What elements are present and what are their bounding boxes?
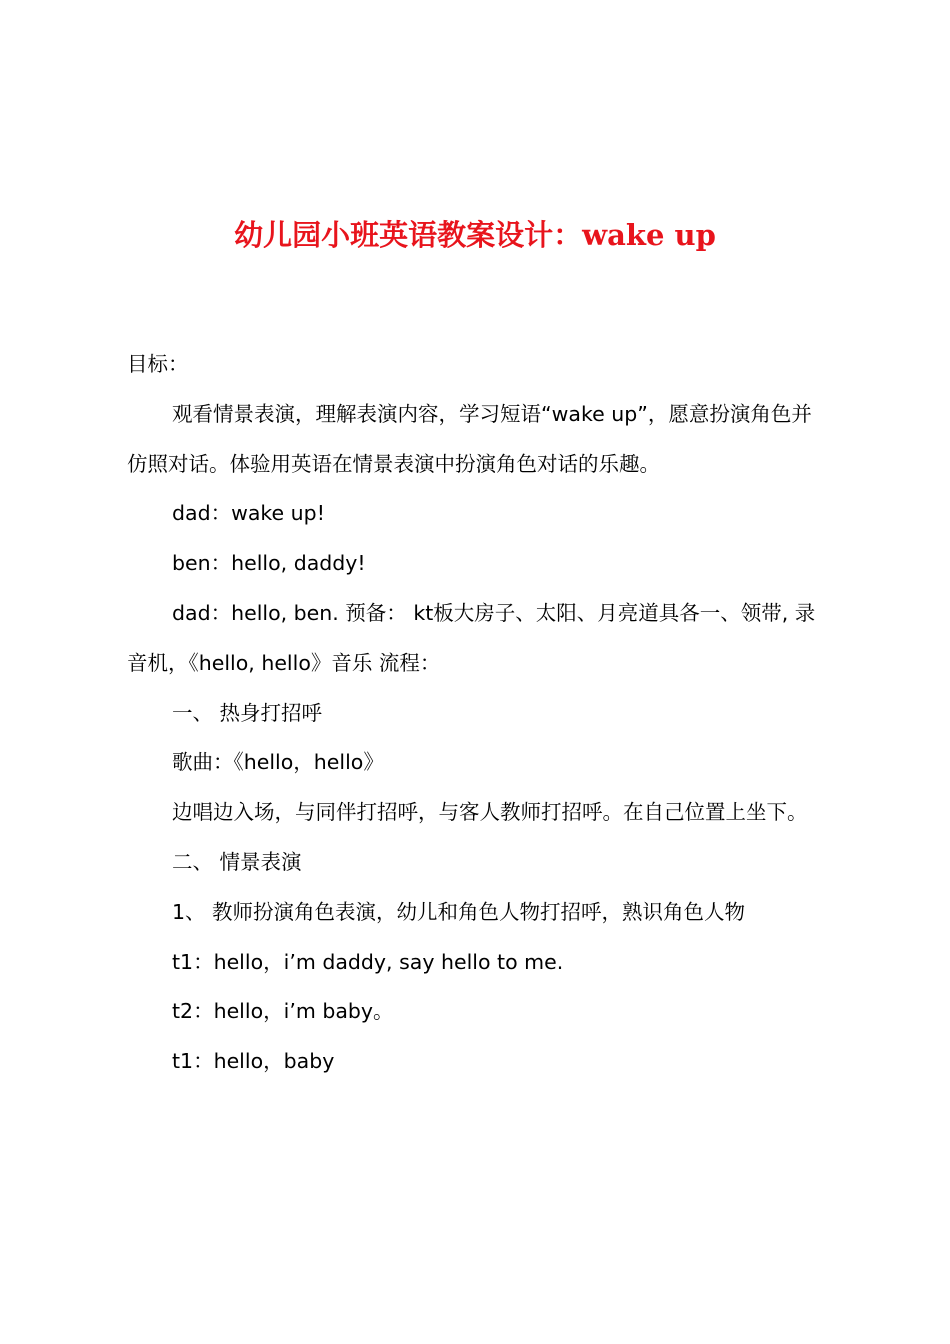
- document-body: [127, 340, 832, 1087]
- paragraph-preparation: dad：hello, ben. 预备： kt板大房子、太阳、月亮道具各一、领带, 录音机，《hello, hello》音乐 流程：: [127, 600, 816, 675]
- paragraph-goal-heading: 目标：: [127, 352, 189, 376]
- paragraph-dialog-line: dad：wake up!: [172, 501, 325, 526]
- paragraph-dialog-line: t1：hello，baby: [172, 1049, 335, 1074]
- paragraph-dialog-line: t2：hello，i’m baby。: [172, 999, 394, 1024]
- paragraph-dialog-line: t1：hello，i’m daddy, say hello to me.: [172, 949, 564, 974]
- paragraph-dialog-line: ben：hello, daddy!: [172, 551, 366, 576]
- section-heading-performance: 二、 情景表演: [172, 849, 302, 874]
- paragraph-warmup-activity: 边唱边入场，与同伴打招呼，与客人教师打招呼。在自己位置上坐下。: [172, 800, 808, 825]
- document-title: 幼儿园小班英语教案设计：wake up: [234, 218, 716, 252]
- paragraph-goal-text: 观看情景表演，理解表演内容，学习短语“wake up”，愿意扮演角色并仿照对话。体验用英语在情景表演中扮演角色对话的乐趣。: [127, 401, 812, 476]
- paragraph-step-1: 1、 教师扮演角色表演，幼儿和角色人物打招呼，熟识角色人物: [172, 899, 746, 924]
- section-heading-warmup: 一、 热身打招呼: [172, 700, 323, 725]
- paragraph-song: 歌曲：《hello，hello》: [172, 750, 384, 775]
